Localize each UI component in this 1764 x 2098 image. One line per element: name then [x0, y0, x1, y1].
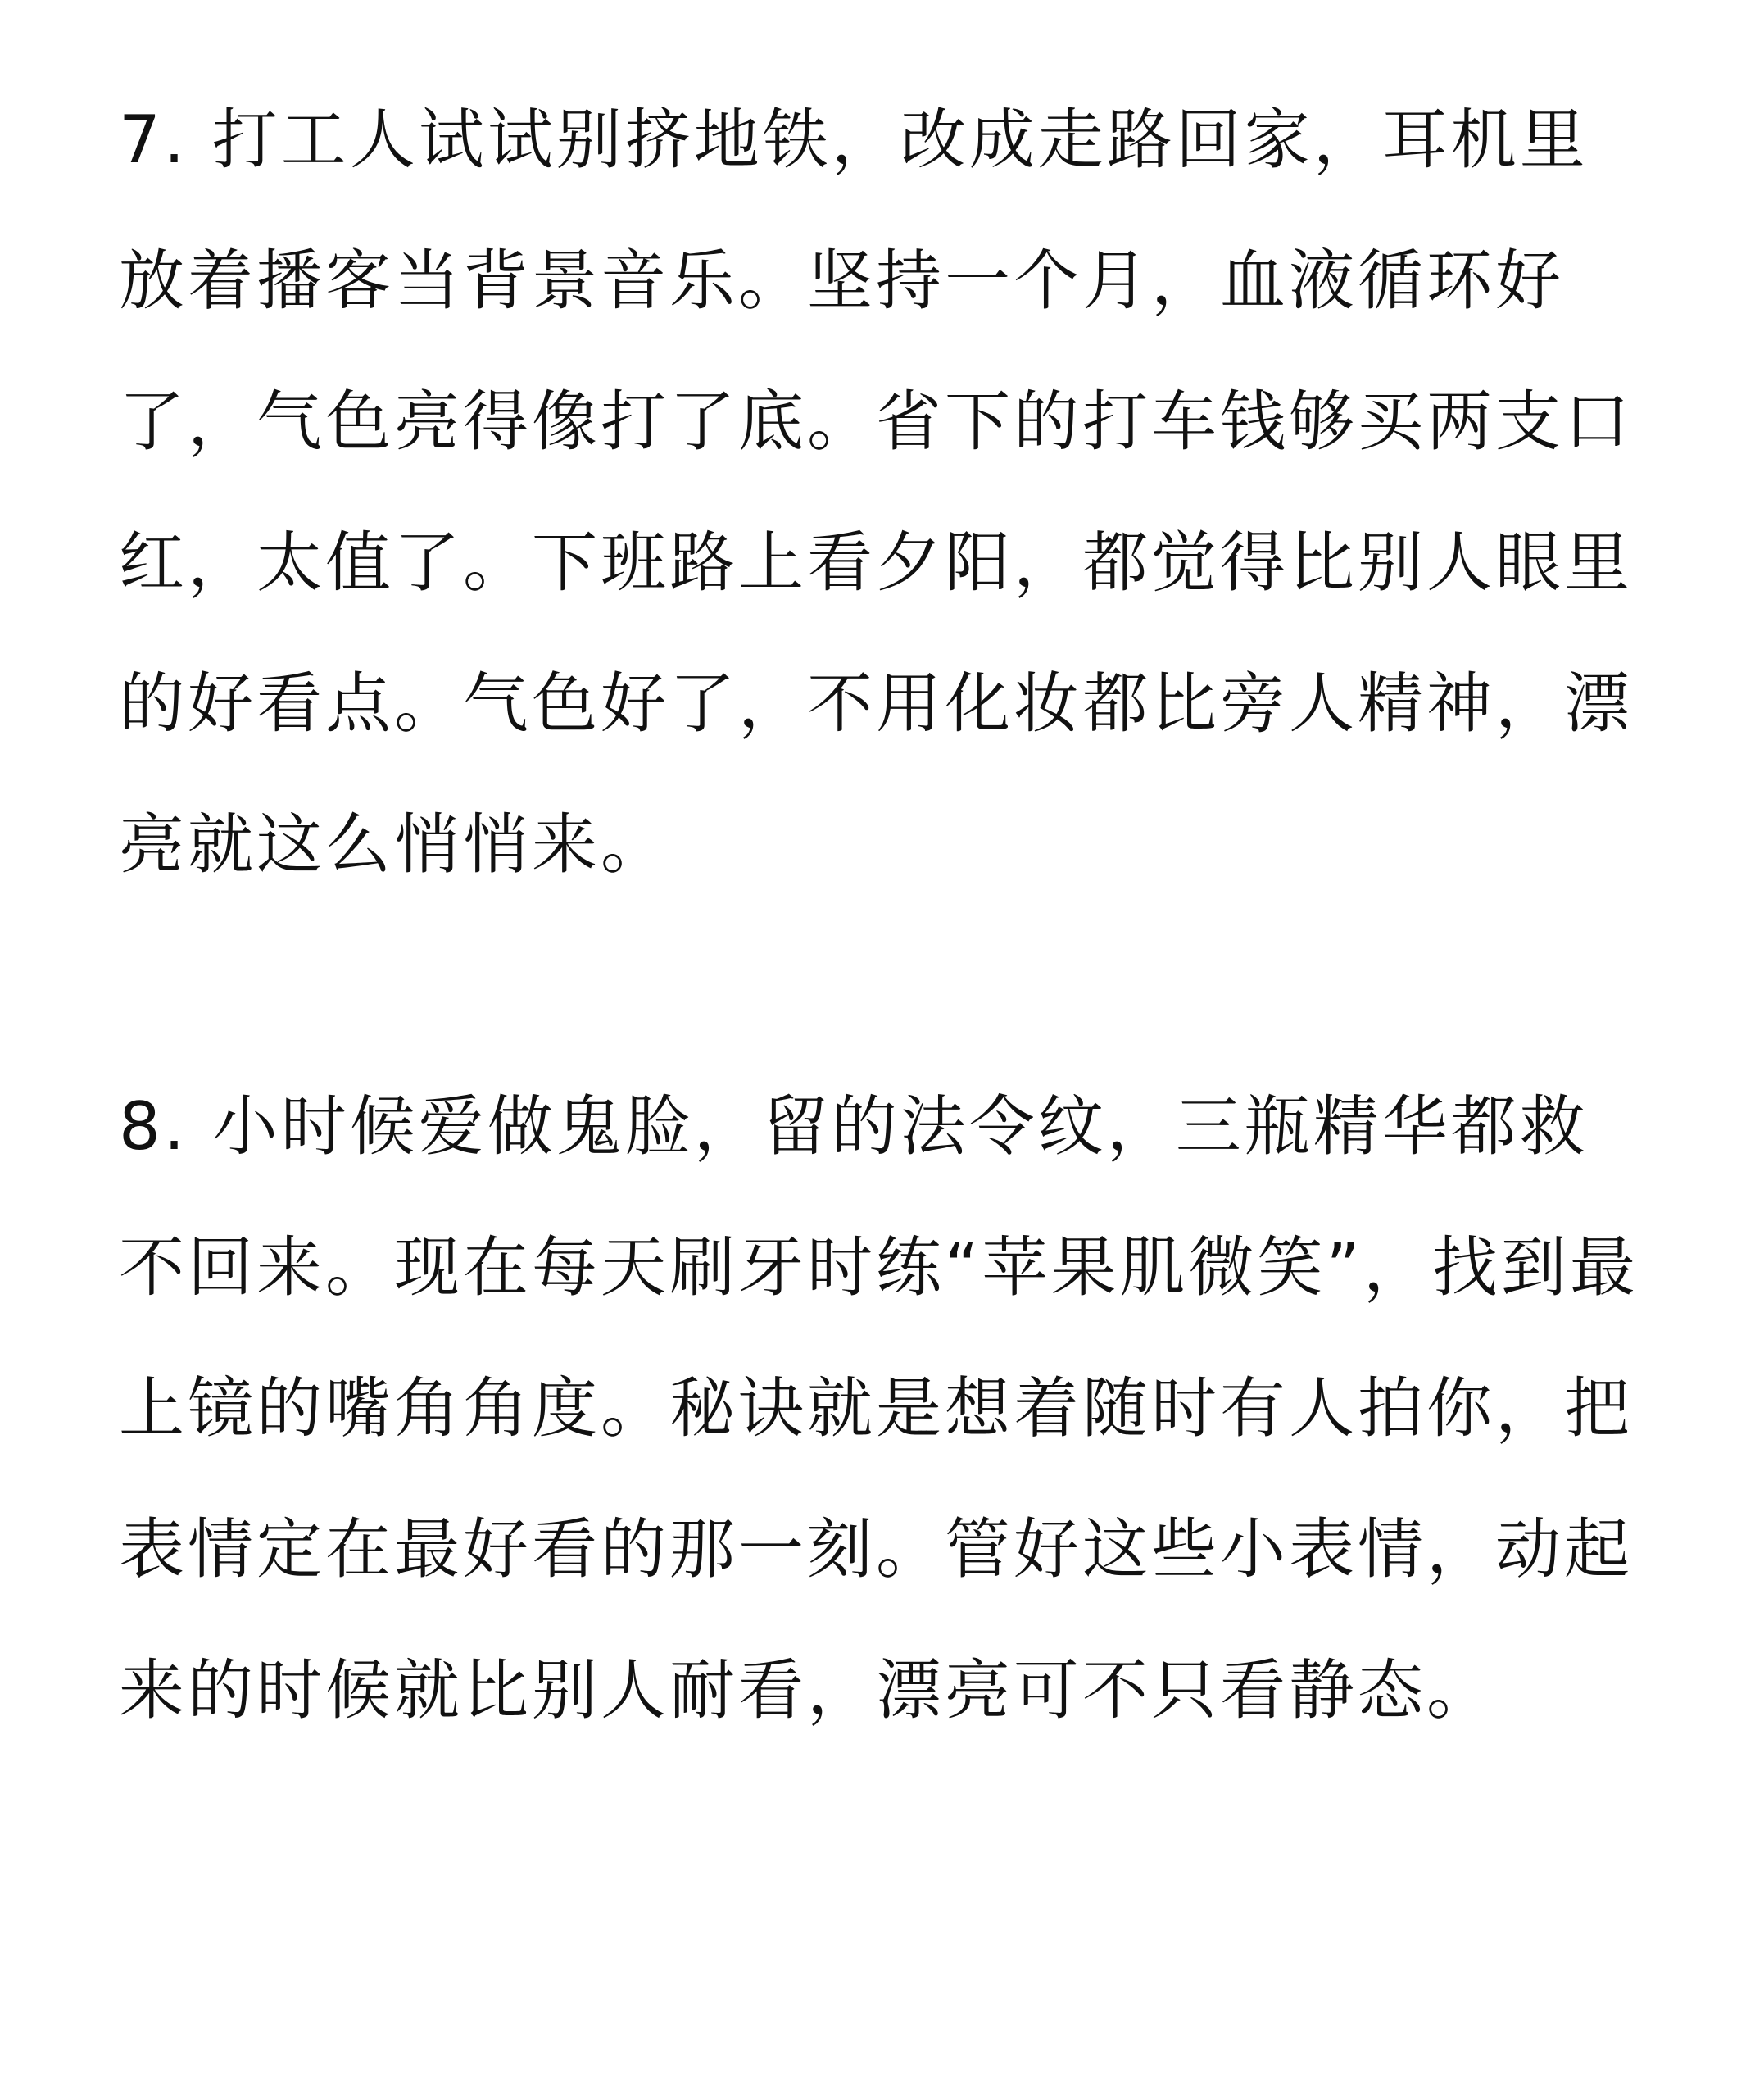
paragraph-8: 8. 小时候爱做鬼脸，留的法令纹，三瓶精华都救不回来。现在每天刷牙时练“苹果肌微笑”，找到最上镜的嘴角角度。秘诀就是想着随时有人拍你，把表情定在最好看的那一刻。管好这些小表情，动起来的时候就比别人耐看，漂亮可不只看静态。 [119, 1088, 1639, 1728]
paragraph-7: 7. 打工人试试别挤地铁，改成走路回家，耳机里放着播客当背景音乐。坚持一个月，血液循环好了，气色亮得像打了底。省下的打车钱够买两支口红，太值了。下班路上看夕阳，都觉得比别人眼里的好看点。气色好了，不用化妆都比旁人精神，漂亮就这么悄悄来。 [119, 102, 1633, 883]
article-body [119, 70, 1651, 1761]
